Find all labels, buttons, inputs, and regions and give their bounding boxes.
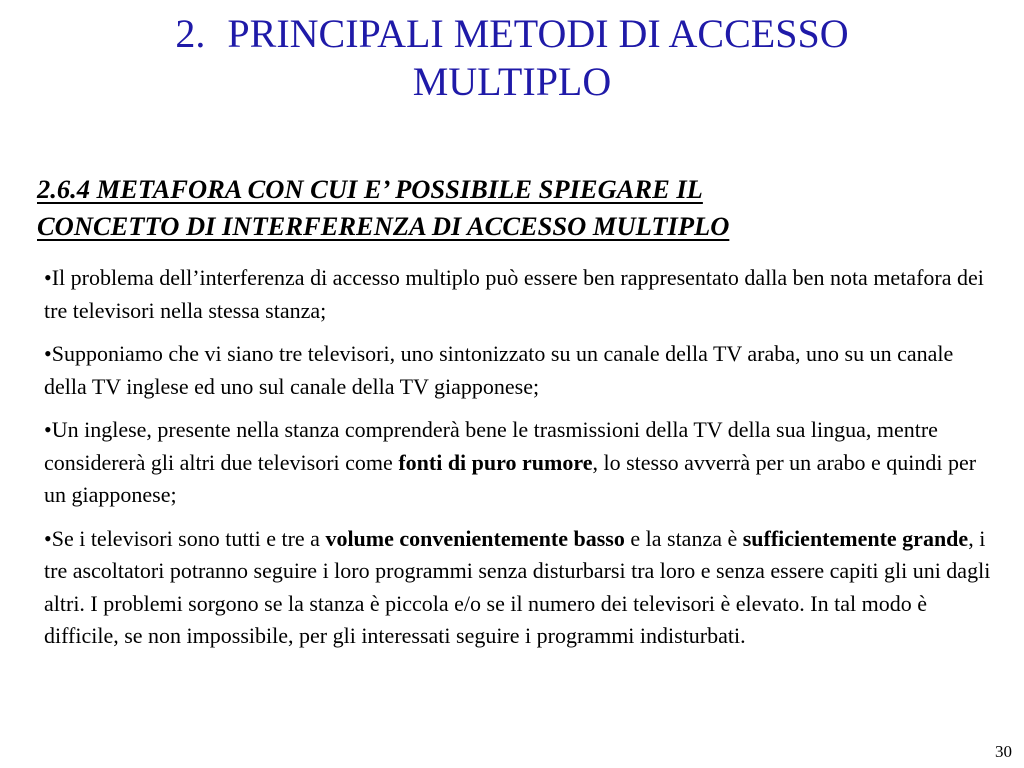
bullet-3-bold-text: fonti di puro rumore [398, 449, 593, 475]
title-line-1: PRINCIPALI METODI DI ACCESSO [227, 11, 849, 56]
bullet-item-3 [44, 414, 999, 512]
bullet-4-bold-text-2: sufficientemente grande [742, 525, 969, 551]
page-number: 30 [995, 742, 1012, 761]
bullet-item-4 [44, 523, 999, 653]
bullet-4-bold-text-1: volume convenientemente basso [325, 525, 625, 551]
bullet-4-text-middle: e la stanza è [624, 525, 743, 551]
title-number: 2. [175, 11, 206, 56]
subtitle-line-2: CONCETTO DI INTERFERENZA DI ACCESSO MULTIPLO [37, 211, 730, 241]
bullet-4-text-end: , i tre ascoltatori potranno seguire i loro programmi senza disturbarsi tra loro e senza essere capiti gli uni dagli altri. I problemi sorgono se la stanza è piccola e/o se il numero dei televisori è elevato. In tal modo è difficile, se non impossibile, per gli interessati seguire i programmi indisturbati. [44, 525, 991, 648]
bullet-3-text-end: , lo stesso avverrà per un arabo e quindi per un giapponese; [44, 449, 977, 507]
bullet-4-text-start: •Se i televisori sono tutti e tre a [44, 525, 326, 551]
bullet-3-text-start: •Un inglese, presente nella stanza comprenderà bene le trasmissioni della TV della sua lingua, mentre considererà gli altri due televisori come [44, 417, 938, 475]
subtitle-line-1: 2.6.4 METAFORA CON CUI E’ POSSIBILE SPIEGARE IL [37, 174, 703, 204]
bullet-list [44, 262, 999, 653]
title-line-2: MULTIPLO [412, 59, 612, 104]
slide-title [40, 10, 984, 106]
bullet-1-text: •Il problema dell’interferenza di accesso multiplo può essere ben rappresentato dalla ben nota metafora dei tre televisori nella stessa stanza; [44, 265, 984, 323]
bullet-item-1 [44, 262, 999, 327]
section-subtitle [37, 171, 997, 245]
bullet-item-2 [44, 338, 999, 403]
bullet-2-text: •Supponiamo che vi siano tre televisori, uno sintonizzato su un canale della TV araba, uno su un canale della TV inglese ed uno sul canale della TV giapponese; [44, 341, 954, 399]
